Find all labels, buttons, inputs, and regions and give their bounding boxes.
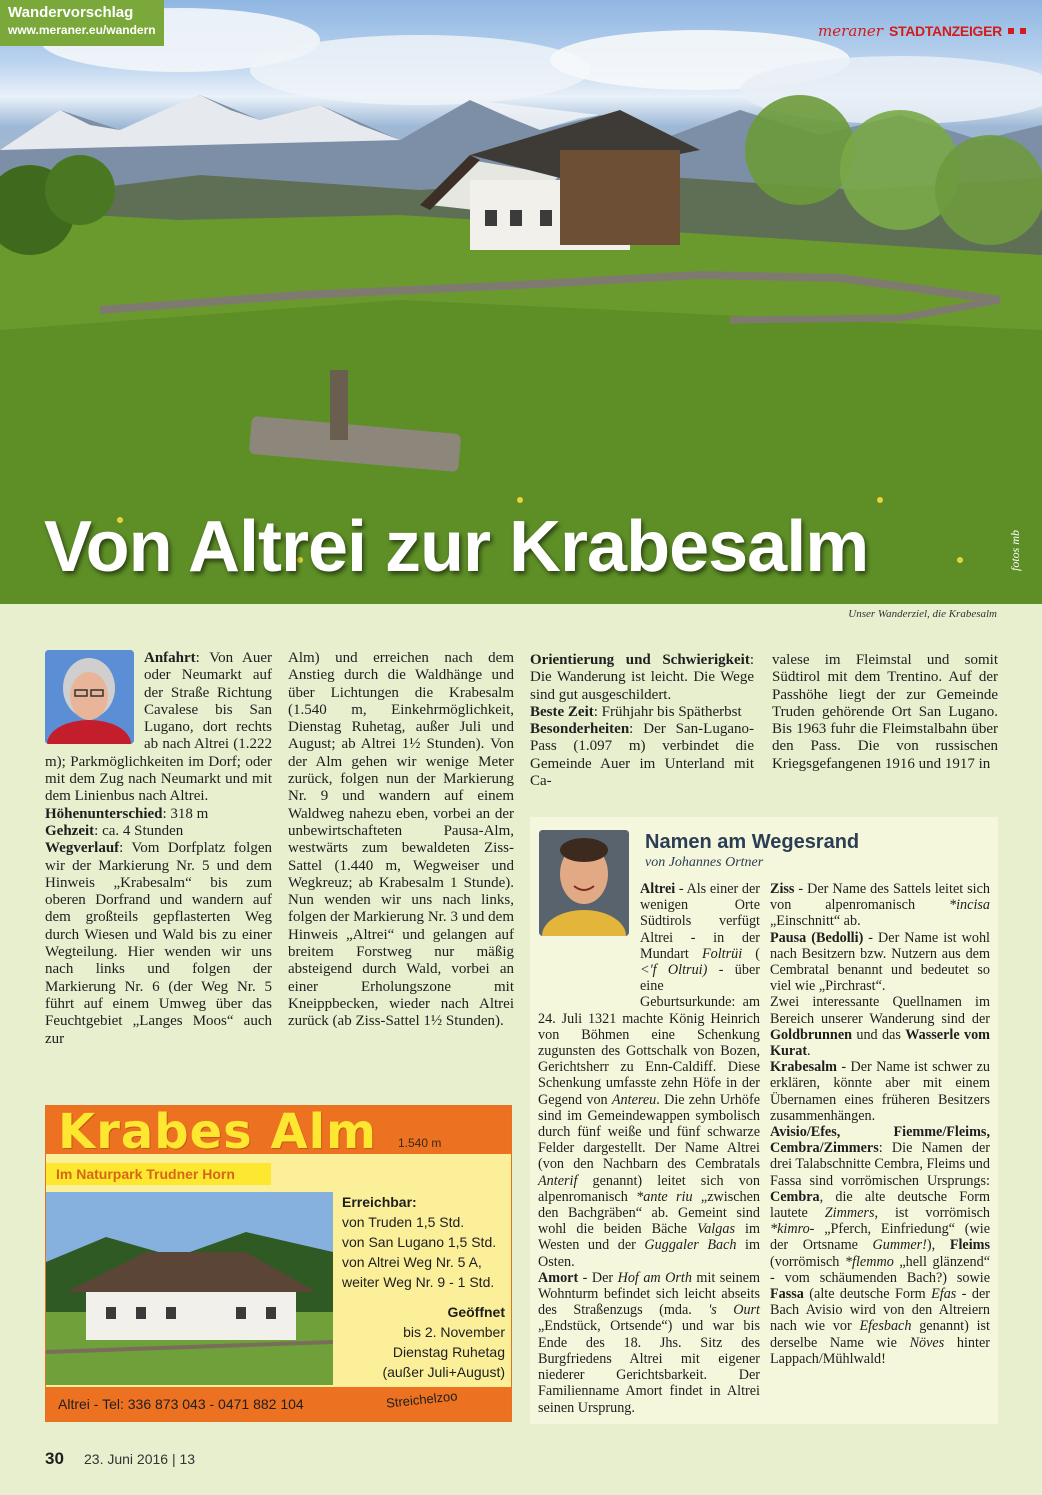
article-column-4: valese im Fleimstal und somit Südtirol mit dem Trentino. Auf der Passhöhe liegt der zur Gemeinde Truden gehörende Ort San Lugano. Bis 1963 fuhr die Fleimstalbahn über den Pass. Die von russischen Kriegsgefangenen 1916 und 1917 in [772,652,998,772]
ad-reach-line: von Altrei Weg Nr. 5 A, [342,1254,482,1270]
ad-reach-line: weiter Weg Nr. 9 - 1 Std. [342,1274,495,1290]
ad-open-line: Dienstag Ruhetag [392,1344,505,1360]
names-title: Namen am Wegesrand [645,831,860,853]
names-text-1: Altrei - Als einer der wenigen Orte Südtirols verfügt Altrei - in der Mundart Foltrüi ( <'f Oltrui) - über eine Geburtsurkunde: am 24. Juli 1321 machte König Heinrich von Böhmen eine Schenkung zugunsten des Gottschalk von Bozen, Gerichtsherr zu Enn-Caldiff. Diese Schenkung umfasste zehn Höfe in der Gegend von Antereu. Die zehn Urhöfe sind im Gemeindewappen symbolisch durch fünf weiße und fünf schwarze Felder dargestellt. Der Name Altrei (von den Nachbarn des Cembratals Anterif genannt) leitet sich von alpenromanisch *ante riu „zwischen den Bachgräben“ ab. Gemeint sind wohl die beiden Bäche Valgas im Westen und der Guggaler Bach im Osten. Amort - Der Hof am Orth mit seinem Wohnturm befindet sich leicht abseits des Straßenzugs (mda. 's Ourt „Endstück, Ortsende“) und war bis Ende des 18. Jhs. Sitz des Burgfriedens Altrei mit eigener niederer Gerichtsbarkeit. Der Familienname Amort findet in Altrei seinen Ursprung. [538,881,760,1416]
ad-zoo-label: Streichelzoo [385,1388,459,1411]
ad-open-line: (außer Juli+August) [382,1364,505,1380]
article-column-1 [45,650,272,1048]
page-number: 30 [45,1449,64,1468]
names-sidebar-box [530,817,998,1424]
section-title: Wandervorschlag [8,4,134,21]
brand-dot-icon [1020,28,1026,34]
author-photo [45,650,134,744]
ad-info [342,1192,505,1382]
article-text-1: Anfahrt: Von Auer oder Neumarkt auf der Straße Richtung Cavalese bis San Lugano, dort rechts ab nach Altrei (1.222 m); Parkmöglichkeiten im Dorf; oder mit dem Zug nach Neumarkt und mit dem Linienbus nach Altrei. Höhenunterschied: 318 m Gehzeit: ca. 4 Stunden Wegverlauf: Vom Dorfplatz folgen wir der Markierung Nr. 5 und dem Hinweis „Krabesalm“ bis zum oberen Dorfrand und wandern auf dem großteils gepflasterten Weg durch Wiesen und Wald bis zu einer Wegteilung. Hier wenden wir uns nach links und folgen der Markierung Nr. 6 (der Weg Nr. 5 führt auf einem Umweg über das Feuchtgebiet „Langes Moos“ auch zur [45,650,272,1047]
ad-open-title: Geöffnet [447,1304,505,1320]
article-column-3: Orientierung und Schwierigkeit: Die Wanderung ist leicht. Die Wege sind gut ausgeschildert. Beste Zeit: Frühjahr bis Spätherbst Besonderheiten: Der San-Lugano-Pass (1.097 m) verbindet die Gemeinde Auer im Unterland mit Ca- [530,652,754,790]
ad-open-line: bis 2. November [403,1324,505,1340]
ad-name: Krabes Alm [58,1104,378,1160]
ad-phone[interactable]: Altrei - Tel: 336 873 043 - 0471 882 104 [58,1396,304,1412]
names-author: von Johannes Ortner [645,855,764,870]
names-column-1 [538,881,760,1416]
publication-brand [818,22,1026,40]
ad-altitude: 1.540 m [398,1136,442,1150]
headline: Von Altrei zur Krabesalm [44,507,869,587]
section-url[interactable]: www.meraner.eu/wandern [8,23,156,37]
ad-footer-band [46,1387,511,1421]
krabes-alm-ad [45,1105,512,1422]
brand-dot-icon [1008,28,1014,34]
photo-credit: fotos mb [1008,530,1022,572]
article-column-2: Alm) und erreichen nach dem Anstieg durch die Waldhänge und über Lichtungen die Krabesalm (1.540 m, Einkehrmöglichkeit, Dienstag Ruhetag, außer Juli und August; ab Altrei 1½ Stunden). Von der Alm gehen wir wenige Meter zurück, folgen nun der Markierung Nr. 9 und wandern auf einem Waldweg nahezu eben, vorbei an der unbewirtschafteten Pausa-Alm, westwärts zum bewaldeten Ziss-Sattel (1.440 m, Wegweiser und Wegkreuz; ab Krabesalm 1 Stunde). Nun wenden wir uns nach links, folgen der Markierung Nr. 3 und dem Hinweis „Altrei“ und gelangen auf breitem Forstweg nur mäßig absteigend durch Wald, vorbei an einer Erholungszone mit Kneippbecken, wieder nach Altrei zurück (ab Ziss-Sattel 1½ Stunden). [288,650,514,1030]
names-column-2: Ziss - Der Name des Sattels leitet sich von alpenromanisch *incisa „Einschnitt“ ab. Pausa (Bedolli) - Der Name ist wohl nach Besitzern bzw. Nutzern aus dem Cembratal benannt und bedeutet so viel wie „Pirchrast“. Zwei interessante Quellnamen im Bereich unserer Wanderung sind der Goldbrunnen und das Wasserle vom Kurat. Krabesalm - Der Name ist schwer zu erklären, könnte aber mit einem Übernamen eines früheren Besitzers zusammenhängen. Avisio/Efes, Fiemme/Fleims, Cembra/Zimmers: Die Namen der drei Talabschnitte Cembra, Fleims und Fassa sind vorrömischen Ursprungs: Cembra, die alte deutsche Form lautete Zimmers, ist vorrömisch *kimro- „Pferch, Einfriedung“ (wie der Ortsname Gummer!), Fleims (vorrömisch *flemmo „hell glänzend“ - vom schäumenden Bach?) sowie Fassa (alte deutsche Form Efas - der Bach Avisio wird von den Altreiern nach wie vor Efesbach genannt) ist derselbe Name wie Növes hinter Lappach/Mühlwald! [770,881,990,1367]
hero-photo [0,0,1042,604]
ad-header-band [46,1104,511,1160]
ad-reach-line: von Truden 1,5 Std. [342,1214,465,1230]
issue-date: 23. Juni 2016 | 13 [84,1451,196,1467]
ad-photo [46,1192,333,1385]
ad-subtitle: Im Naturpark Trudner Horn [46,1163,271,1185]
ad-reach-line: von San Lugano 1,5 Std. [342,1234,497,1250]
brand-name: meraner [818,22,883,40]
photo-caption: Unser Wanderziel, die Krabesalm [848,608,997,620]
brand-sub: STADTANZEIGER [888,23,1002,39]
ad-reach-title: Erreichbar: [342,1194,417,1210]
section-tag [0,0,164,46]
